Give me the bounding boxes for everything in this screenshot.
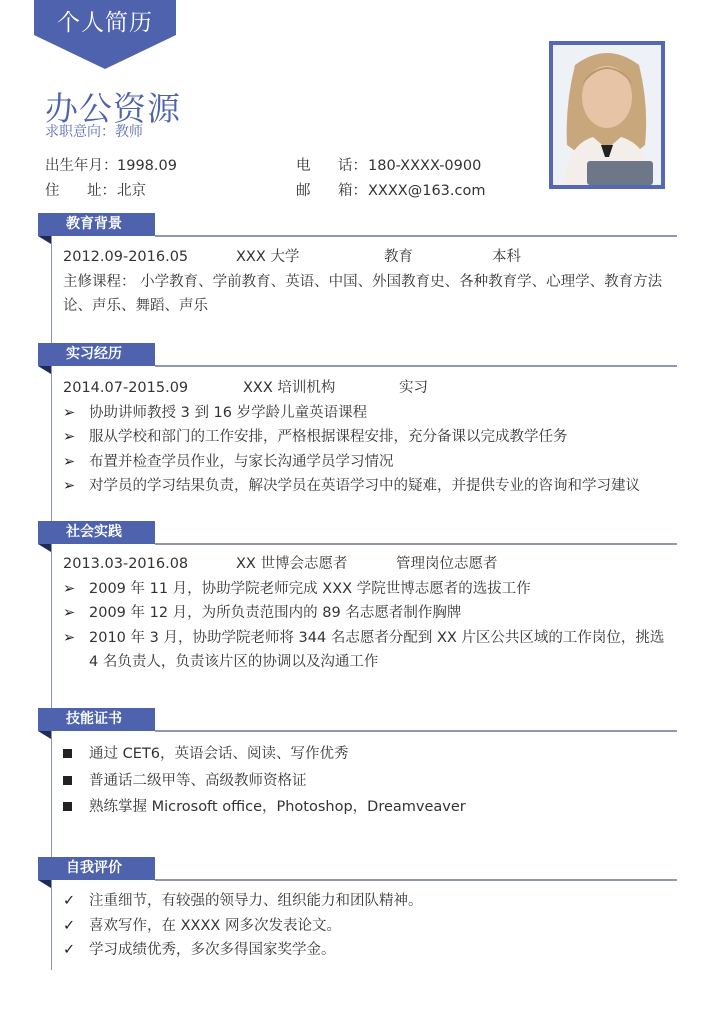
phone-label: 电 话： xyxy=(296,158,367,174)
practice-row xyxy=(63,552,677,577)
list-item: ✓ 学习成绩优秀，多次多得国家奖学金。 xyxy=(63,938,677,963)
section-header xyxy=(38,521,677,545)
section-header xyxy=(38,343,677,367)
address-value: 北京 xyxy=(117,183,146,199)
role: 管理岗位志愿者 xyxy=(396,556,498,572)
arrow-bullet-icon: ➢ xyxy=(63,429,76,445)
school: XXX 大学 xyxy=(236,249,300,265)
period: 2013.03-2016.08 xyxy=(63,556,189,572)
section-header xyxy=(38,708,677,732)
section-education xyxy=(38,213,677,319)
birth-label: 出生年月： xyxy=(45,158,118,174)
organization: XX 世博会志愿者 xyxy=(236,556,348,572)
email-info xyxy=(296,179,486,200)
section-fold xyxy=(38,544,51,552)
section-practice xyxy=(38,521,677,675)
section-fold xyxy=(38,236,51,244)
section-self-evaluation xyxy=(38,857,677,963)
list-item: 熟练掌握 Microsoft office，Photoshop，Dreamveaver xyxy=(63,794,677,821)
section-skills xyxy=(38,708,677,821)
period: 2012.09-2016.05 xyxy=(63,249,189,265)
section-header xyxy=(38,213,677,237)
list-item: ➢ 2009 年 12 月，为所负责范围内的 89 名志愿者制作胸牌 xyxy=(63,601,677,626)
checkmark-icon: ✓ xyxy=(63,942,76,958)
address-label: 住 址： xyxy=(45,183,116,199)
section-title: 社会实践 xyxy=(38,521,155,544)
list-item: ✓ 注重细节，有较强的领导力、组织能力和团队精神。 xyxy=(63,889,677,914)
arrow-bullet-icon: ➢ xyxy=(63,580,76,597)
section-rule xyxy=(155,730,677,732)
section-fold xyxy=(38,880,51,888)
section-internship xyxy=(38,343,677,499)
role: 实习 xyxy=(399,380,428,396)
arrow-bullet-icon: ➢ xyxy=(63,605,76,621)
birth-info xyxy=(45,154,177,175)
section-header xyxy=(38,857,677,881)
banner-title: 个人简历 xyxy=(57,10,153,36)
list-item: ➢ 布置并检查学员作业，与家长沟通学员学习情况 xyxy=(63,450,677,475)
period: 2014.07-2015.09 xyxy=(63,380,189,396)
major: 教育 xyxy=(384,249,413,265)
section-title: 技能证书 xyxy=(38,708,155,731)
square-bullet-icon xyxy=(63,741,83,768)
section-title: 自我评价 xyxy=(38,857,155,880)
section-rule xyxy=(155,235,677,237)
arrow-bullet-icon: ➢ xyxy=(63,453,76,470)
courses: 主修课程： 小学教育、学前教育、英语、中国、外国教育史、各种教育学、心理学、教育方法论、声乐、舞蹈、声乐 xyxy=(63,273,663,314)
section-rule xyxy=(155,543,677,545)
organization: XXX 培训机构 xyxy=(243,380,336,396)
phone-value: 180-XXXX-0900 xyxy=(368,158,482,174)
square-bullet-icon xyxy=(63,768,83,795)
candidate-name: 办公资源 xyxy=(45,89,181,128)
arrow-bullet-icon: ➢ xyxy=(63,478,76,494)
list-item: 普通话二级甲等、高级教师资格证 xyxy=(63,768,677,795)
list-item: ➢ 对学员的学习结果负责，解决学员在英语学习中的疑难，并提供专业的咨询和学习建议 xyxy=(63,474,677,499)
section-rule xyxy=(155,365,677,367)
phone-info xyxy=(296,154,481,175)
address-info xyxy=(45,179,146,200)
person-photo-icon xyxy=(553,45,661,185)
job-intent: 求职意向：教师 xyxy=(45,124,143,140)
birth-value: 1998.09 xyxy=(117,158,177,174)
internship-row xyxy=(63,376,677,401)
list-item: ✓ 喜欢写作，在 XXXX 网多次发表论文。 xyxy=(63,914,677,939)
degree: 本科 xyxy=(492,249,521,265)
email-value: XXXX@163.com xyxy=(368,183,486,199)
education-row xyxy=(63,245,677,270)
arrow-bullet-icon: ➢ xyxy=(63,629,76,646)
section-fold xyxy=(38,366,51,374)
email-label: 邮 箱： xyxy=(296,183,367,199)
title-banner xyxy=(34,0,176,70)
section-fold xyxy=(38,731,51,739)
section-rule xyxy=(155,879,677,881)
list-item: ➢ 2010 年 3 月，协助学院老师将 344 名志愿者分配到 XX 片区公共区域的工作岗位，挑选 4 名负责人，负责该片区的协调以及沟通工作 xyxy=(63,626,668,675)
section-title: 教育背景 xyxy=(38,213,155,236)
list-item: ➢ 协助讲师教授 3 到 16 岁学龄儿童英语课程 xyxy=(63,401,677,426)
list-item: ➢ 服从学校和部门的工作安排，严格根据课程安排，充分备课以完成教学任务 xyxy=(63,425,677,450)
square-bullet-icon xyxy=(63,794,83,821)
profile-photo xyxy=(549,41,665,189)
section-title: 实习经历 xyxy=(38,343,155,366)
list-item: ➢ 2009 年 11 月，协助学院老师完成 XXX 学院世博志愿者的选拔工作 xyxy=(63,577,677,602)
arrow-bullet-icon: ➢ xyxy=(63,404,76,421)
checkmark-icon: ✓ xyxy=(63,893,76,909)
checkmark-icon: ✓ xyxy=(63,917,76,934)
list-item: 通过 CET6，英语会话、阅读、写作优秀 xyxy=(63,741,677,768)
